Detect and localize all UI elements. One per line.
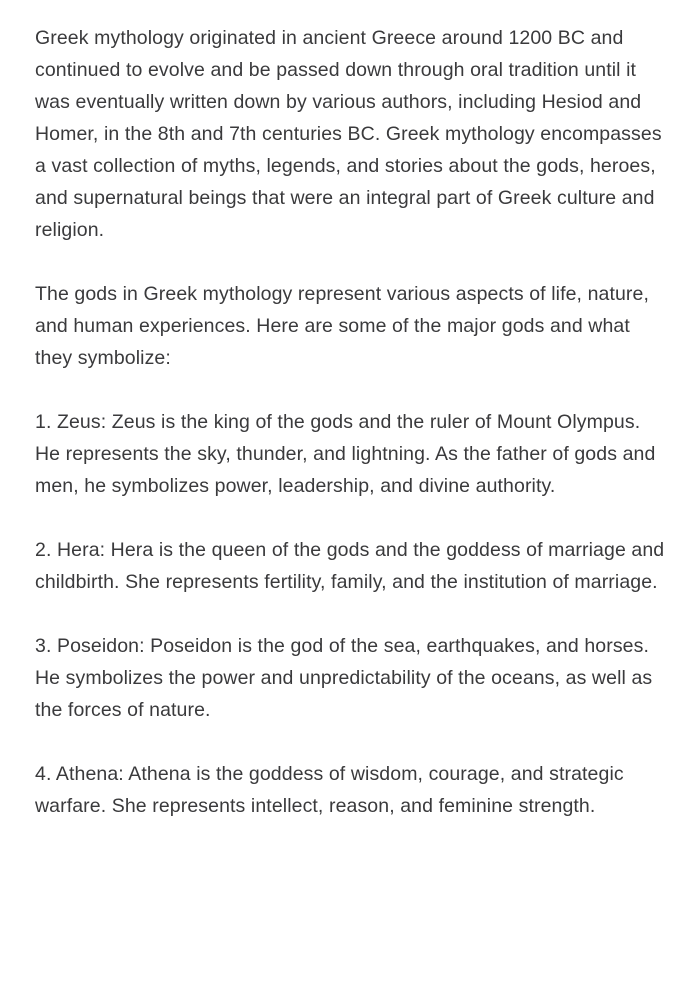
assistant-message: [35, 22, 669, 822]
list-item-poseidon: 3. Poseidon: Poseidon is the god of the sea, earthquakes, and horses. He symbolizes the power and unpredictability of the oceans, as well as the forces of nature.: [35, 635, 653, 721]
list-item-zeus: 1. Zeus: Zeus is the king of the gods and the ruler of Mount Olympus. He represents the sky, thunder, and lightning. As the father of gods and men, he symbolizes power, leadership, and divine authority.: [35, 411, 656, 497]
list-item-athena: 4. Athena: Athena is the goddess of wisdom, courage, and strategic warfare. She represents intellect, reason, and feminine strength.: [35, 763, 624, 817]
gods-overview-paragraph: The gods in Greek mythology represent various aspects of life, nature, and human experiences. Here are some of the major gods and what they symbolize:: [35, 283, 649, 369]
list-item-hera: 2. Hera: Hera is the queen of the gods and the goddess of marriage and childbirth. She represents fertility, family, and the institution of marriage.: [35, 539, 665, 593]
intro-paragraph: Greek mythology originated in ancient Greece around 1200 BC and continued to evolve and be passed down through oral tradition until it was eventually written down by various authors, including Hesiod and Homer, in the 8th and 7th centuries BC. Greek mythology encompasses a vast collection of myths, legends, and stories about the gods, heroes, and supernatural beings that were an integral part of Greek culture and religion.: [35, 27, 662, 241]
